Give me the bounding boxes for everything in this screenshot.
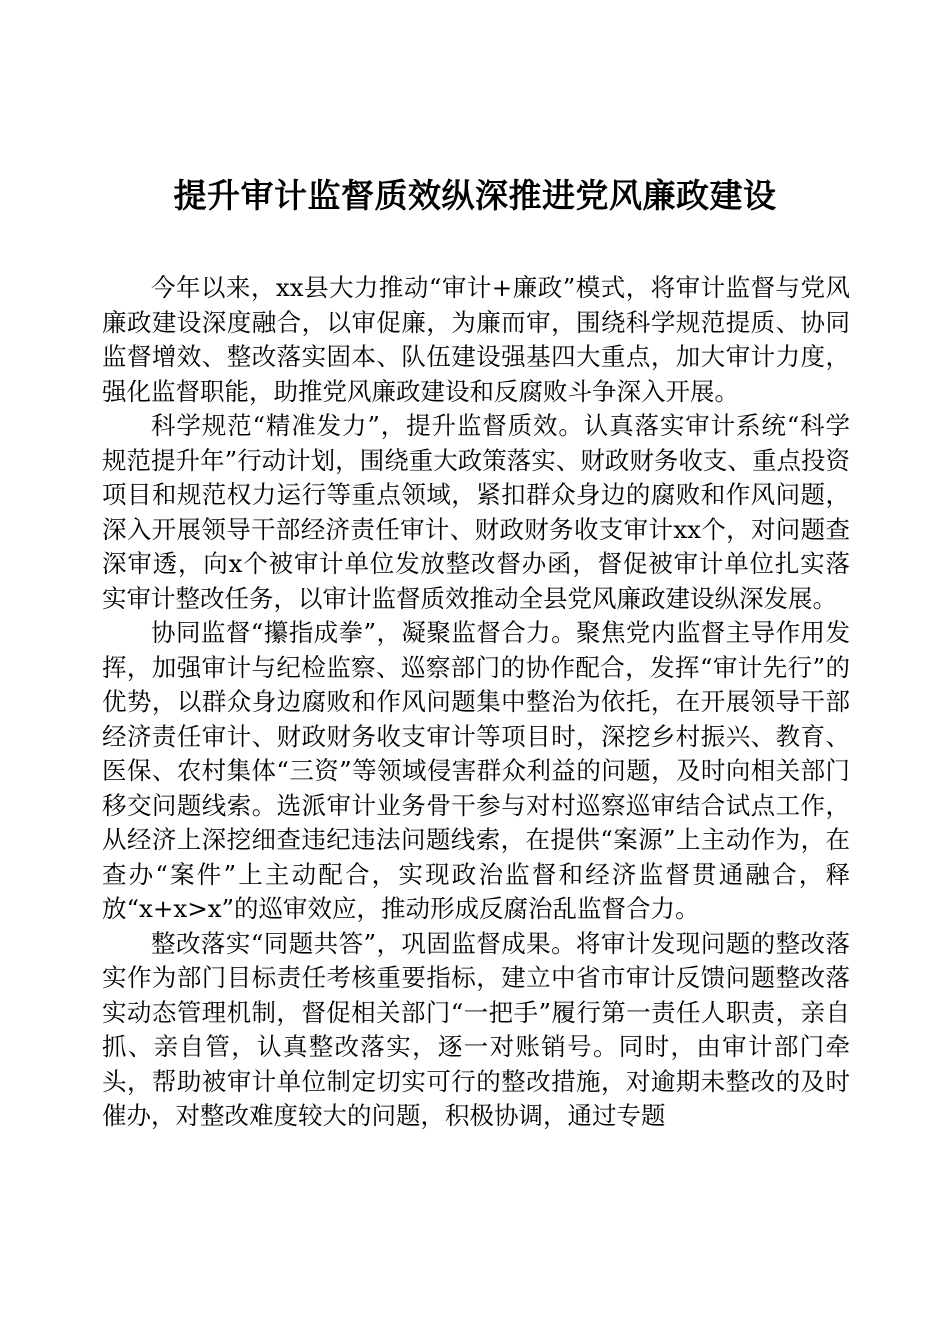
paragraph-scientific-norms: 科学规范“精准发力”，提升监督质效。认真落实审计系统“科学规范提升年”行动计划，围绕重大政策落实、财政财务收支、重点投资项目和规范权力运行等重点领域，紧扣群众身边的腐败和作风问题，深入开展领导干部经济责任审计、财政财务收支审计xx个，对问题查深审透，向x个被审计单位发放整改督办函，督促被审计单位扎实落实审计整改任务，以审计监督质效推动全县党风廉政建设纵深发展。	[102, 411, 850, 613]
paragraph-rectification: 整改落实“同题共答”，巩固监督成果。将审计发现问题的整改落实作为部门目标责任考核重要指标，建立中省市审计反馈问题整改落实动态管理机制，督促相关部门“一把手”履行第一责任人职责，亲自抓、亲自管，认真整改落实，逐一对账销号。同时，由审计部门牵头，帮助被审计单位制定切实可行的整改措施，对逾期未整改的及时催办，对整改难度较大的问题，积极协调，通过专题	[102, 928, 850, 1130]
document-body	[102, 271, 850, 1134]
paragraph-intro: 今年以来，xx县大力推动“审计+廉政”模式，将审计监督与党风廉政建设深度融合，以审促廉，为廉而审，围绕科学规范提质、协同监督增效、整改落实固本、队伍建设强基四大重点，加大审计力度，强化监督职能，助推党风廉政建设和反腐败斗争深入开展。	[102, 273, 850, 406]
paragraph-collaborative-supervision: 协同监督“攥指成拳”，凝聚监督合力。聚焦党内监督主导作用发挥，加强审计与纪检监察、巡察部门的协作配合，发挥“审计先行”的优势，以群众身边腐败和作风问题集中整治为依托，在开展领导干部经济责任审计、财政财务收支审计等项目时，深挖乡村振兴、教育、医保、农村集体“三资”等领域侵害群众利益的问题，及时向相关部门移交问题线索。选派审计业务骨干参与对村巡察巡审结合试点工作，从经济上深挖细查违纪违法问题线索，在提供“案源”上主动作为，在查办“案件”上主动配合，实现政治监督和经济监督贯通融合，释放“x+x>x”的巡审效应，推动形成反腐治乱监督合力。	[102, 618, 850, 923]
document-title: 提升审计监督质效纵深推进党风廉政建设	[173, 176, 777, 215]
